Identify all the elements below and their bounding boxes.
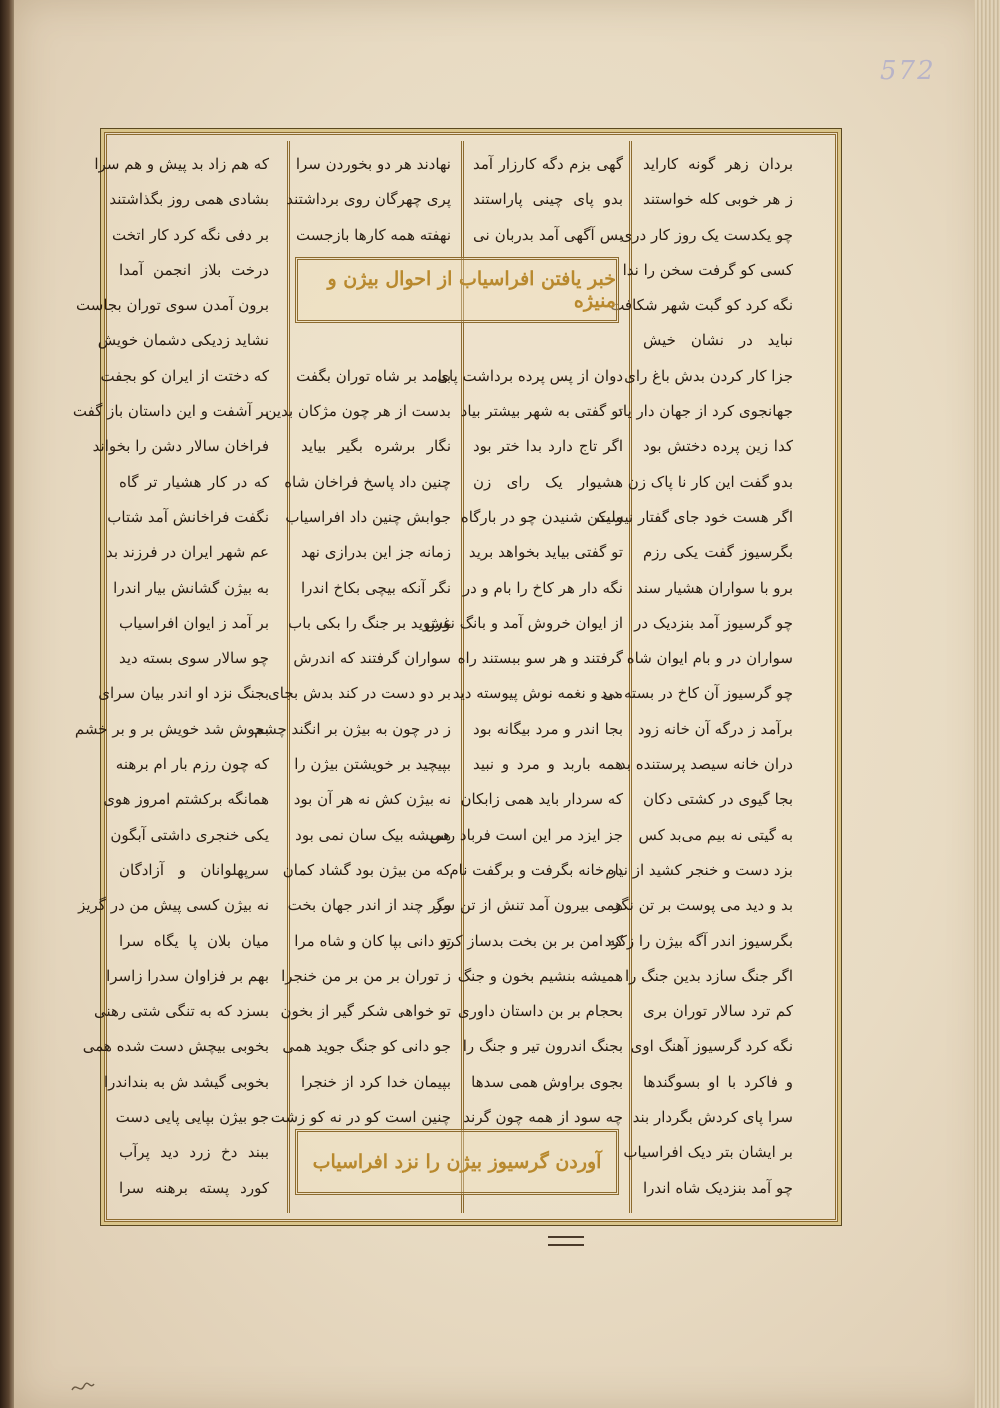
verse-line: کم ترد سالار توران بری bbox=[643, 1002, 793, 1021]
verse-line: جوابش چنین داد افراسیاب bbox=[285, 507, 451, 526]
verse-line: بر دفی نگه کرد کار اتخت bbox=[112, 225, 269, 244]
verse-line: ببند دخ زرد دید پرآب bbox=[119, 1143, 269, 1162]
verse-line: دوان از پس پرده برداشت پای bbox=[437, 366, 623, 385]
verse-line: سواران گرفتند که اندرش bbox=[293, 649, 451, 668]
verse-line: بیامد بر شاه توران بگفت bbox=[296, 366, 451, 385]
folio-number: 572 bbox=[880, 56, 936, 86]
verse-line: اگر هست خود جای گفتار نیست bbox=[596, 507, 793, 526]
verse-line: بزد دست و خنجر کشید از نیام bbox=[605, 860, 793, 879]
verse-line: بردان زهر گونه کاراید bbox=[643, 155, 793, 173]
verse-line: برو با سواران هشیار سند bbox=[635, 578, 793, 597]
verse-line: نشاید زدیکی دشمان خویش bbox=[97, 331, 269, 350]
verse-line: به گیتی نه بیم می‌بد کس bbox=[638, 825, 793, 844]
verse-line: نهادند هر دو بخوردن سرا bbox=[295, 155, 451, 173]
verse-line: که من بیژن بود گشاد کمان bbox=[282, 860, 451, 879]
verse-line: وگر چند از اندر جهان بخت bbox=[287, 896, 451, 915]
verse-line: می و نغمه نوش پیوسته دید bbox=[452, 684, 623, 703]
verse-line: چو گرسیوز آمد بنزدیک در bbox=[634, 613, 793, 632]
verse-line: چو آمد بنزدیک شاه اندرا bbox=[642, 1178, 793, 1197]
verse-line: ز در چون به بیژن بر انگند چشم bbox=[254, 719, 451, 738]
verse-line: چو یکدست یک روز کار دری bbox=[620, 225, 793, 244]
verse-line: که دختت از ایران کو بجفت bbox=[100, 366, 269, 385]
verse-line: چنین است کو در نه کو زشت bbox=[270, 1108, 451, 1127]
verse-line: نه بیژن کسی پیش من در گریز bbox=[78, 896, 269, 915]
verse-line: بحجام بر بن داستان داوری bbox=[457, 1002, 623, 1021]
verse-line: نه بیژن کش نه هر آن بود bbox=[293, 790, 451, 809]
verse-line: بجا گیوی در کشتی دکان bbox=[643, 790, 793, 809]
verse-line: ز هر خوبی کله خواستند bbox=[643, 190, 793, 209]
verse-line: بدو گفت این کار نا پاک زن bbox=[627, 472, 793, 491]
verse-line: جزا کار کردن بدش باغ رای bbox=[624, 366, 793, 385]
verse-line: زمانه جز این بدرازی نهد bbox=[301, 543, 451, 562]
verse-line: گرفتند و هر سو ببستند راه bbox=[457, 649, 623, 668]
catchword-mark bbox=[548, 1236, 584, 1246]
verse-line: غرنوید بر جنگ را بکی باب bbox=[288, 613, 451, 632]
verse-line: اگر تاج دارد بدا ختر بود bbox=[473, 437, 623, 456]
verse-line: که چون رزم بار ام برهنه bbox=[115, 755, 269, 774]
verse-line: تو گفتی به شهر بیشتر بیاد bbox=[460, 402, 623, 421]
text-column-1 bbox=[596, 147, 799, 1207]
verse-line: یکی خنجری داشتی آبگون bbox=[110, 825, 269, 844]
verse-line: نهفته همه کارها بازجست bbox=[296, 225, 451, 244]
verse-line: سرا پای کردش بگردار بند bbox=[632, 1108, 793, 1127]
verse-line bbox=[295, 323, 457, 358]
verse-line: بگرسیوز گفت یکی رزم bbox=[643, 543, 793, 562]
verse-line: همیشه بنشیم بخون و جنگ bbox=[457, 966, 623, 985]
verse-line: بدو پای چینی پاراستند bbox=[473, 190, 623, 209]
verse-line: بجوی براوش همی سدها bbox=[471, 1072, 623, 1091]
verse-line: جهانجوی کرد از جهان دار یاد bbox=[616, 402, 793, 421]
verse-line: همه باربد و مرد و نبید bbox=[473, 755, 623, 774]
verse-line: بر دو دست در کند بدش بجای bbox=[268, 684, 451, 703]
verse-line: بخوبی بیچش دست شده همی bbox=[82, 1037, 269, 1056]
verse-line: میان بلان پا یگاه سرا bbox=[119, 931, 269, 950]
verse-line: بر ایشان بتر دیک افراسیاب bbox=[623, 1143, 793, 1162]
verse-line: چه سود از همه چون گرند bbox=[463, 1108, 623, 1127]
section-heading-1: خبر یافتن افراسیاب از احوال بیژن و منیژه bbox=[295, 257, 619, 323]
verse-line: چنین داد پاسخ فراخان شاه bbox=[284, 472, 451, 491]
verse-line: بپیچید بر خویشتن بیژن را bbox=[294, 755, 451, 774]
verse-line: تو خواهی شکر گیر از بخون bbox=[280, 1002, 451, 1021]
verse-line: همی بیرون آمد تنش از تن سر bbox=[434, 896, 623, 915]
verse-line: که امن بر بن بخت بدساز کرد bbox=[440, 931, 623, 950]
inventory-mark bbox=[70, 1380, 96, 1398]
verse-line: از ایوان خروش آمد و بانگ نوش bbox=[424, 613, 623, 632]
inventory-scribble-icon bbox=[70, 1380, 96, 1394]
text-frame bbox=[72, 132, 838, 1222]
verse-line: جو بیژن بپایی پایی دست bbox=[115, 1108, 269, 1127]
verse-line: سواران در و بام ایوان شاه bbox=[626, 649, 793, 668]
verse-line: هشیوار یک رای زن bbox=[473, 472, 623, 491]
verse-line: برون آمدن سوی توران بجاست bbox=[75, 296, 269, 315]
verse-line: بسزد که به تنگی شتی رهنی bbox=[93, 1002, 269, 1021]
verse-line: در خانه بگرفت و برگفت نام bbox=[449, 860, 623, 879]
text-column-4 bbox=[72, 147, 275, 1207]
verse-line: که سردار باید همی زابکان bbox=[460, 790, 623, 809]
verse-line: گهی بزم دگه کارزار آمد bbox=[473, 155, 623, 173]
verse-line: که در کار هشیار تر گاه bbox=[119, 472, 269, 491]
verse-line: نگه کرد گرسیوز آهنگ اوی bbox=[630, 1037, 793, 1056]
verse-line: نگر آنکه بیچی بکاخ اندرا bbox=[301, 578, 451, 597]
verse-line: جو دانی کو جنگ جوید همی bbox=[282, 1037, 451, 1056]
verse-line: بگرسیوز اندر آگه بیژن را زکرد bbox=[604, 931, 793, 950]
verse-line: تو دانی بپا کان و شاه مرا bbox=[294, 931, 451, 950]
verse-line: بجا اندر و مرد بیگانه بود bbox=[473, 719, 623, 738]
verse-line bbox=[467, 323, 629, 358]
verse-line: درخت بلاز انجمن آمدا bbox=[119, 260, 269, 279]
verse-line: فراخان سالار دشن را بخواند bbox=[92, 437, 269, 456]
verse-line: بجنگ اندرون تیر و جنگ را bbox=[462, 1037, 623, 1056]
verse-line: نباید در نشان خیش bbox=[643, 331, 793, 350]
verse-line: بحوش شد خویش بر و بر خشم bbox=[74, 719, 269, 738]
verse-line: بجنگ نزد او اندر بیان سرای bbox=[98, 684, 269, 703]
verse-line: برآمد ز درگه آن خانه زود bbox=[637, 719, 793, 738]
verse-line: بس آگهی آمد بدربان نی bbox=[473, 225, 623, 244]
verse-line: بشادی همی روز بگذاشتند bbox=[109, 190, 269, 209]
section-heading-2: آوردن گرسیوز بیژن را نزد افراسیاب bbox=[295, 1129, 619, 1195]
verse-line: چو سالار سوی بسته دید bbox=[119, 649, 269, 668]
verse-line: پری چهرگان روی برداشتند bbox=[286, 190, 451, 209]
verse-line: بپیمان خدا کرد از خنجرا bbox=[301, 1072, 451, 1091]
verse-line: که هم زاد بد پیش و هم سرا bbox=[94, 155, 269, 173]
verse-line: دران خانه سیصد پرستنده بد bbox=[618, 755, 793, 774]
verse-line: بر آمد ز ایوان افراسیاب bbox=[119, 613, 269, 632]
verse-line: ولیکن شنیدن چو در بارگاه bbox=[460, 507, 623, 526]
verse-line: ز توران بر من بر من خنجرا bbox=[281, 966, 451, 985]
verse-line: نگه کرد کو گبت شهر شکافت bbox=[610, 296, 793, 315]
verse-line: کسی کو گرفت سخن را ندا bbox=[622, 260, 793, 279]
verse-line: جز ایزد مر این است فرباد رس bbox=[429, 825, 623, 844]
verse-line: بدست از هر چون مژکان بدین bbox=[265, 402, 451, 421]
verse-line: تو گفتی بیاید بخواهد برید bbox=[468, 543, 623, 562]
verse-line: سرپهلوانان و آزادگان bbox=[119, 860, 269, 879]
verse-line: بخوبی گیشد ش به بنداندرا bbox=[103, 1072, 269, 1091]
verse-line: اگر جنگ سازد بدین جنگ را bbox=[625, 966, 793, 985]
verse-line: بر آشفت و این داستان باز گفت bbox=[72, 402, 269, 421]
verse-line: بهم بر فزاوان سدرا زاسرا bbox=[106, 966, 269, 985]
verse-line: به بیژن گشانش بیار اندرا bbox=[113, 578, 269, 597]
verse-line: همیشه بیک سان نمی بود bbox=[295, 825, 451, 844]
verse-line: نگار برشره بگیر بیاید bbox=[301, 437, 451, 456]
verse-line: همانگه برکشتم امروز هوی bbox=[103, 790, 269, 809]
verse-line: چو گرسیوز آن کاخ در بسته دید bbox=[600, 684, 793, 703]
verse-line: کورد پسته برهنه سرا bbox=[119, 1178, 269, 1197]
page-edges bbox=[974, 0, 1000, 1408]
verse-line: عم شهر ایران در فرزند بد bbox=[105, 543, 269, 562]
verse-line: بد و دید می پوست بر تن نگر bbox=[613, 896, 793, 915]
verse-line: و فاکرد با او بسوگندها bbox=[643, 1072, 793, 1091]
verse-line: نگفت فراخانش آمد شتاب bbox=[107, 507, 269, 526]
verse-line: کدا زین پرده دختش بود bbox=[643, 437, 793, 456]
verse-line: نگه دار هر کاخ را بام و در bbox=[462, 578, 623, 597]
